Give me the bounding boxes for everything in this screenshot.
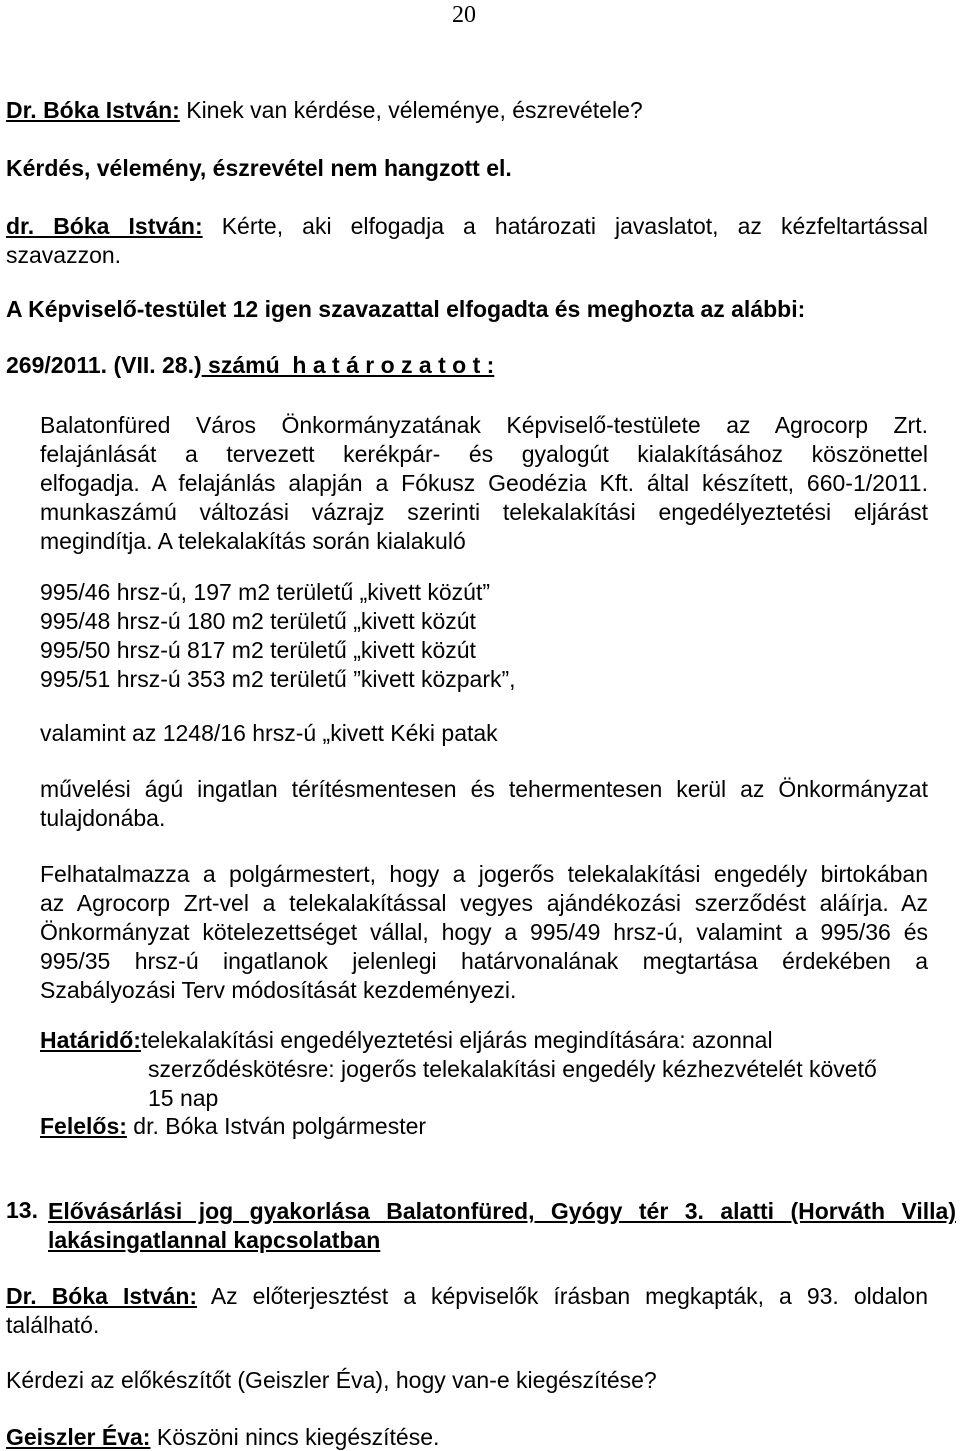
body-line: Balatonfüred Város Önkormányzatának Képviselő-testülete az Agrocorp Zrt. xyxy=(40,412,928,438)
parcel-list xyxy=(40,578,928,694)
resolution-number: 269/2011. (VII. 28.) xyxy=(6,352,202,378)
body-line: elfogadja. A felajánlás alapján a Fókusz Geodézia Kft. által készített, 660-1/2011. xyxy=(40,470,928,496)
responsible-row xyxy=(40,1113,426,1140)
responsible-value: dr. Bóka István polgármester xyxy=(126,1113,427,1139)
body-line: Önkormányzat kötelezettséget vállal, hogy a 995/49 hrsz-ú, valamint a 995/36 és xyxy=(40,919,928,945)
body-line: az Agrocorp Zrt-vel a telekalakítással vegyes ajándékozási szerződést aláírja. Az xyxy=(40,890,928,916)
parcel-additional: valamint az 1248/16 hrsz-ú „kivett Kéki patak xyxy=(40,720,498,746)
paragraph-text: Kérte, aki elfogadja a határozati javaslatot, az kézfeltartással xyxy=(221,213,928,239)
section-number: 13. xyxy=(6,1197,38,1223)
speaker-name: Dr. Bóka István: xyxy=(6,1283,198,1309)
body-line: tulajdonába. xyxy=(40,805,166,831)
body-line: 995/35 hrsz-ú ingatlanok jelenlegi határvonalának megtartása érdekében a xyxy=(40,948,928,974)
speaker-name: Geiszler Éva: xyxy=(6,1424,151,1450)
page-number: 20 xyxy=(452,2,476,28)
deadline-value-line: 15 nap xyxy=(148,1085,219,1111)
resolution-heading xyxy=(6,352,494,379)
paragraph-text: Kinek van kérdése, véleménye, észrevétele? xyxy=(179,97,643,123)
paragraph-question: Kérdezi az előkészítőt (Geiszler Éva), hogy van-e kiegészítése? xyxy=(6,1367,657,1393)
ownership-paragraph xyxy=(40,775,928,833)
deadline-row xyxy=(40,1027,773,1054)
paragraph-vote-call xyxy=(6,212,928,270)
deadline-value: telekalakítási engedélyeztetési eljárás megindítására: azonnal xyxy=(140,1027,773,1053)
parcel-item: 995/46 hrsz-ú, 197 m2 területű „kivett közút” xyxy=(40,579,490,605)
resolution-body xyxy=(40,411,928,556)
body-line: Szabályozási Terv módosítását kezdeményezi. xyxy=(40,977,517,1003)
parcel-item: 995/48 hrsz-ú 180 m2 területű „kivett közút xyxy=(40,608,476,634)
deadline-value-line: szerződéskötésre: jogerős telekalakítási engedély kézhezvételét követő xyxy=(148,1056,877,1082)
deadline-label: Határidő: xyxy=(40,1027,141,1053)
paragraph-line xyxy=(6,1282,928,1311)
paragraph-line xyxy=(6,212,928,241)
vote-result: A Képviselő-testület 12 igen szavazattal elfogadta és meghozta az alábbi: xyxy=(6,296,806,322)
parcel-item: 995/51 hrsz-ú 353 m2 területű ”kivett közpark”, xyxy=(40,666,516,692)
body-line: munkaszámú változási vázrajz szerinti telekalakítási engedélyeztetési eljárást xyxy=(40,499,928,525)
paragraph-no-questions: Kérdés, vélemény, észrevétel nem hangzott el. xyxy=(6,155,512,181)
resolution-label: számú h a t á r o z a t o t : xyxy=(201,352,495,378)
body-line: felajánlását a tervezett kerékpár- és gyalogút kialakításához köszönettel xyxy=(40,441,928,467)
paragraph-intro xyxy=(6,1282,928,1340)
paragraph-line: szavazzon. xyxy=(6,242,122,268)
paragraph-text: Köszöni nincs kiegészítése. xyxy=(150,1424,440,1450)
responsible-label: Felelős: xyxy=(40,1113,127,1139)
speaker-name: dr. Bóka István: xyxy=(6,213,203,239)
speaker-name: Dr. Bóka István: xyxy=(6,97,180,123)
parcel-item: 995/50 hrsz-ú 817 m2 területű „kivett közút xyxy=(40,637,476,663)
section-heading-line: Elővásárlási jog gyakorlása Balatonfüred, Gyógy tér 3. alatti (Horváth Villa) xyxy=(48,1198,956,1224)
body-line: megindítja. A telekalakítás során kialakuló xyxy=(40,528,466,554)
paragraph-question xyxy=(6,97,643,124)
section-heading xyxy=(48,1197,956,1255)
paragraph-answer xyxy=(6,1424,439,1451)
section-heading-line: lakásingatlannal kapcsolatban xyxy=(48,1227,381,1253)
authorization-paragraph xyxy=(40,860,928,1005)
paragraph-text: Az előterjesztést a képviselők írásban megkapták, a 93. oldalon xyxy=(210,1283,928,1309)
body-line: Felhatalmazza a polgármestert, hogy a jogerős telekalakítási engedély birtokában xyxy=(40,861,928,887)
body-line: művelési ágú ingatlan térítésmentesen és tehermentesen kerül az Önkormányzat xyxy=(40,776,928,802)
paragraph-line: található. xyxy=(6,1312,100,1338)
